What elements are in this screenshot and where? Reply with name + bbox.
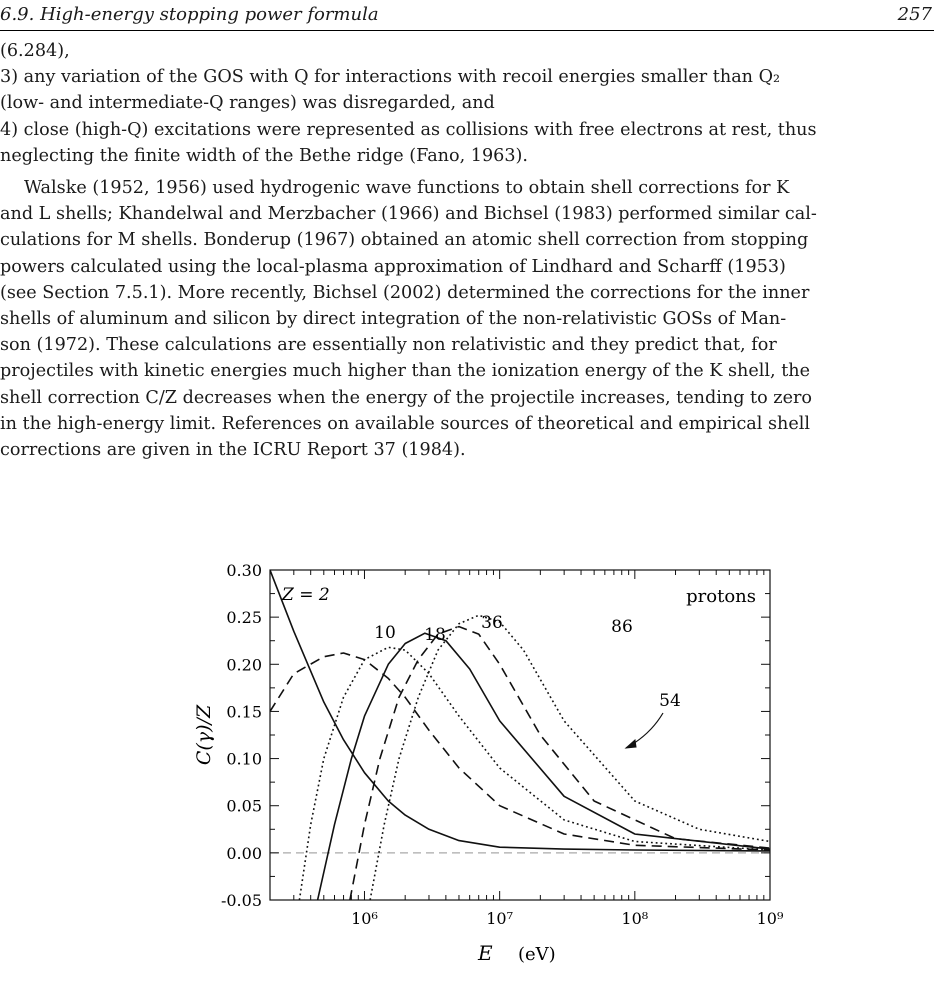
y-tick-label: 0.25	[226, 608, 262, 628]
section-title: 6.9. High-energy stopping power formula	[0, 4, 379, 25]
running-header	[0, 4, 934, 31]
text-line: and L shells; Khandelwal and Merzbacher (1966) and Bichsel (1983) performed similar cal-	[0, 204, 817, 225]
y-tick-label: 0.30	[226, 561, 262, 580]
text-line: corrections are given in the ICRU Report 37 (1984).	[0, 440, 466, 461]
text-line: neglecting the finite width of the Bethe ridge (Fano, 1963).	[0, 145, 529, 166]
y-tick-label: 0.20	[226, 655, 262, 675]
text-line: son (1972). These calculations are essentially non relativistic and they predict that, for	[0, 335, 777, 356]
curve-label: 10	[374, 623, 396, 643]
x-tick-label: 10⁷	[486, 909, 514, 928]
y-tick-label: 0.10	[226, 749, 262, 769]
curve-label: 18	[424, 625, 446, 645]
series-curve	[350, 627, 770, 900]
y-axis-label: C(γ)/Z	[193, 704, 215, 766]
y-tick-label: 0.00	[226, 843, 262, 863]
series-curve	[270, 653, 770, 850]
x-axis-unit: (eV)	[518, 944, 556, 965]
y-tick-label: 0.15	[226, 702, 262, 722]
legend-text: protons	[686, 586, 756, 607]
text-line: powers calculated using the local-plasma approximation of Lindhard and Scharff (1953)	[0, 256, 786, 277]
series-curve	[370, 615, 770, 900]
text-line: 4) close (high-Q) excitations were represented as collisions with free electrons at rest, thus	[0, 119, 817, 140]
text-line: projectiles with kinetic energies much higher than the ionization energy of the K shell, the	[0, 361, 811, 382]
curve-label: 86	[611, 617, 633, 637]
curves	[270, 570, 770, 900]
text-line: (see Section 7.5.1). More recently, Bichsel (2002) determined the corrections for the inner	[0, 282, 810, 303]
x-tick-label: 10⁹	[756, 909, 784, 928]
curve-labels	[281, 585, 681, 748]
x-tick-label: 10⁸	[621, 909, 649, 928]
text-line: shells of aluminum and silicon by direct integration of the non-relativistic GOSs of Man-	[0, 309, 787, 330]
shell-correction-chart	[130, 548, 810, 988]
text-line: 3) any variation of the GOS with Q for interactions with recoil energies smaller than Q₂	[0, 67, 781, 88]
x-tick-label: 10⁶	[351, 909, 378, 928]
text-line: in the high-energy limit. References on available sources of theoretical and empirical shell	[0, 413, 811, 434]
y-tick-label: -0.05	[220, 891, 262, 910]
shell-correction-figure	[130, 548, 810, 992]
text-line: culations for M shells. Bonderup (1967) obtained an atomic shell correction from stopping	[0, 230, 809, 251]
curve-label: 36	[481, 613, 503, 633]
curve-label: 54	[659, 691, 681, 711]
text-line: Walske (1952, 1956) used hydrogenic wave functions to obtain shell corrections for K	[24, 178, 790, 199]
series-curve	[299, 647, 770, 900]
text-line: (6.284),	[0, 41, 70, 61]
arrow-head-icon	[626, 740, 636, 748]
page-number: 257	[897, 4, 932, 25]
y-tick-label: 0.05	[226, 796, 262, 816]
series-curve	[318, 633, 770, 900]
x-axis-variable: E	[478, 941, 493, 965]
text-line: (low- and intermediate-Q ranges) was disregarded, and	[0, 93, 495, 114]
body-text	[0, 38, 930, 463]
curve-label: Z = 2	[282, 585, 330, 605]
series-curve	[270, 570, 770, 851]
text-line: shell correction C/Z decreases when the energy of the projectile increases, tending to zero	[0, 387, 812, 408]
